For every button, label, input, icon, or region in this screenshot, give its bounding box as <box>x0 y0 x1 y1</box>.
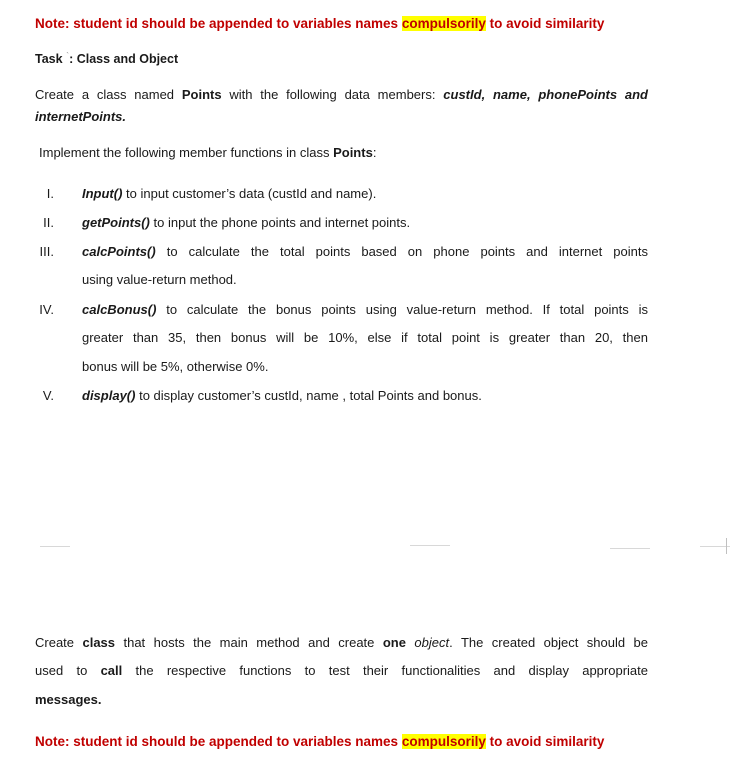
note-highlight: compulsorily <box>401 734 486 749</box>
item-3-text-2: using value-return method. <box>82 272 237 287</box>
intro-members-1: custId, name, phonePoints and <box>443 87 648 102</box>
item-1-text: to input customer’s data (custId and name). <box>126 186 377 201</box>
implement-class-name: Points <box>333 145 373 160</box>
item-5-text: to display customer’s custId, name , total Points and bonus. <box>139 388 482 403</box>
note-text-before: Note: student id should be appended to variables names <box>35 734 402 749</box>
intro-line-1 <box>35 87 648 102</box>
item-5 <box>82 388 482 403</box>
item-4-number: IV. <box>39 302 54 317</box>
task-mark: ` <box>66 51 70 61</box>
implement-line <box>39 145 376 160</box>
main-l2-b: the respective functions to test their functionalities and display appropriate <box>122 663 648 678</box>
implement-text: Implement the following member functions in class <box>39 145 334 160</box>
item-4-text-3: bonus will be 5%, otherwise 0%. <box>82 359 269 374</box>
note-bottom <box>35 734 604 749</box>
main-l1-class: class <box>82 635 116 650</box>
main-l1-object: object <box>414 635 450 650</box>
main-para-line-3: messages. <box>35 692 102 707</box>
main-l2-a: used to <box>35 663 101 678</box>
implement-colon: : <box>372 145 377 160</box>
item-1-number: I. <box>46 186 54 201</box>
item-1 <box>82 186 376 201</box>
item-5-function: display() <box>82 388 136 403</box>
scan-artifact <box>40 546 70 547</box>
item-3-text-1: to calculate the total points based on phone points and internet points <box>166 244 648 259</box>
main-l2-call: call <box>100 663 123 678</box>
task-title: : Class and Object <box>69 52 179 66</box>
intro-text1: Create a class named <box>35 87 182 102</box>
item-4-line-1 <box>82 302 648 317</box>
scan-artifact <box>726 538 727 554</box>
note-top <box>35 16 604 31</box>
item-3-line-1 <box>82 244 648 259</box>
item-2-function: getPoints() <box>82 215 150 230</box>
item-2 <box>82 215 410 230</box>
note-text-after: to avoid similarity <box>485 16 605 31</box>
item-3-function: calcPoints() <box>82 244 156 259</box>
note-text-after: to avoid similarity <box>485 734 605 749</box>
item-2-text: to input the phone points and internet points. <box>153 215 411 230</box>
item-2-number: II. <box>43 215 54 230</box>
item-5-number: V. <box>42 388 54 403</box>
item-4-function: calcBonus() <box>82 302 157 317</box>
item-3-number: III. <box>39 244 54 259</box>
main-l1-a: Create <box>35 635 83 650</box>
item-4-text-1: to calculate the bonus points using value-return method. If total points is <box>166 302 648 317</box>
note-text-before: Note: student id should be appended to variables names <box>35 16 402 31</box>
task-heading <box>35 52 178 66</box>
task-prefix: Task <box>35 52 63 66</box>
item-4-text-2: greater than 35, then bonus will be 10%, else if total point is greater than 20, then <box>82 330 648 345</box>
note-highlight: compulsorily <box>401 16 486 31</box>
scan-artifact <box>610 548 650 549</box>
main-para-line-2 <box>35 663 648 678</box>
scan-artifact <box>410 545 450 546</box>
main-l1-c: . The created object should be <box>449 635 648 650</box>
intro-text2: with the following data members: <box>221 87 444 102</box>
main-l1-b: that hosts the main method and create <box>115 635 383 650</box>
main-l1-one: one <box>382 635 406 650</box>
main-para-line-1 <box>35 635 648 650</box>
intro-class-name: Points <box>181 87 222 102</box>
intro-members-2: internetPoints. <box>35 109 127 124</box>
item-1-function: Input() <box>82 186 123 201</box>
